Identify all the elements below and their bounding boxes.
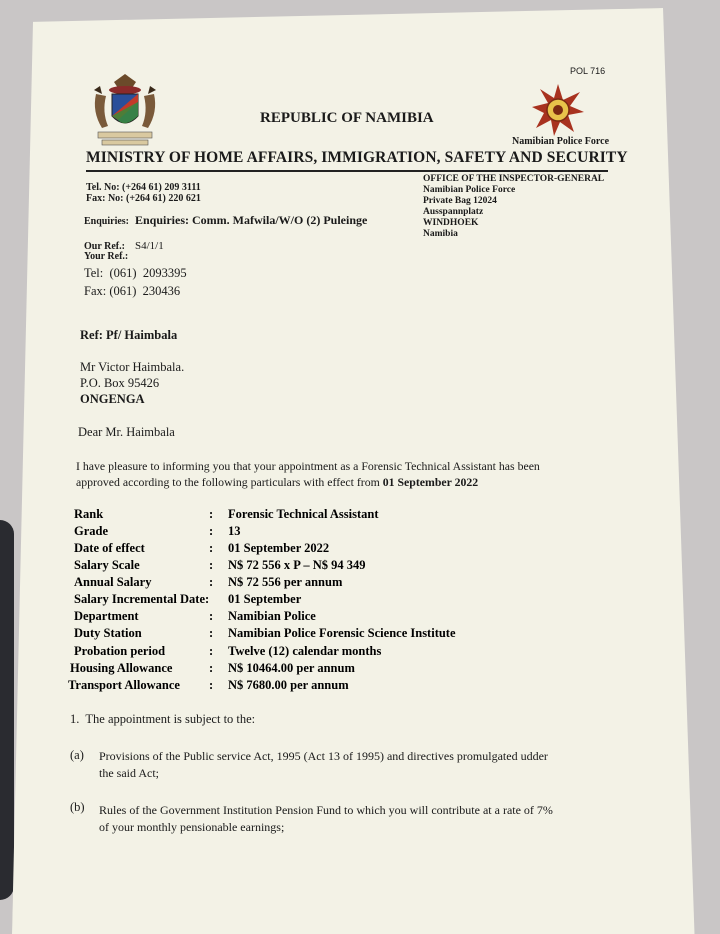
particular-label: Duty Station — [74, 626, 142, 640]
particular-value: 01 September 2022 — [228, 541, 330, 555]
particulars-row — [0, 507, 720, 524]
office-address-line: Ausspannplatz — [423, 207, 484, 217]
particulars-row — [0, 644, 720, 661]
office-address-line: OFFICE OF THE INSPECTOR-GENERAL — [423, 174, 605, 184]
header-rule — [86, 170, 608, 172]
particular-colon: : — [209, 541, 214, 555]
particular-colon: : — [209, 507, 214, 521]
particular-label: Probation period — [74, 644, 166, 658]
particular-label: Annual Salary — [74, 575, 152, 589]
telephone-number: Tel. No: (+264 61) 209 3111 — [86, 182, 201, 193]
particular-colon: : — [209, 575, 214, 589]
particular-label: Rank — [74, 507, 104, 521]
particular-colon: : — [209, 524, 214, 538]
particulars-row — [0, 558, 720, 575]
condition-b-marker: (b) — [70, 800, 85, 814]
particular-label: Date of effect — [74, 541, 145, 555]
particular-value: N$ 72 556 x P – N$ 94 349 — [228, 558, 366, 572]
particular-label: Salary Scale — [74, 558, 140, 572]
effective-date: 01 September 2022 — [382, 475, 479, 489]
conditions-intro: 1. The appointment is subject to the: — [70, 712, 256, 726]
intro-line-1: I have pleasure to informing you that your appointment as a Forensic Technical Assistant has been — [76, 459, 540, 473]
office-address-line: WINDHOEK — [423, 218, 479, 228]
particular-label: Department — [74, 609, 139, 623]
our-ref-label: Our Ref.: — [84, 241, 125, 252]
particular-label: Transport Allowance — [68, 678, 180, 692]
condition-a-line-2: the said Act; — [99, 766, 159, 780]
fax-number: Fax: No: (+264 61) 220 621 — [86, 193, 201, 204]
particular-colon: : — [209, 558, 214, 572]
particular-value: N$ 7680.00 per annum — [228, 678, 349, 692]
condition-a-marker: (a) — [70, 748, 84, 762]
particular-colon: : — [209, 626, 214, 640]
office-address — [423, 174, 604, 240]
condition-b-line-2: of your monthly pensionable earnings; — [99, 820, 285, 834]
particular-label: Housing Allowance — [70, 661, 173, 675]
particular-label: Salary Incremental Date — [74, 592, 205, 606]
particulars-row — [0, 678, 720, 695]
particulars-row — [0, 626, 720, 643]
particulars-row — [0, 524, 720, 541]
office-telephone: Tel: (061) 2093395 — [84, 266, 187, 280]
condition-b-line-1: Rules of the Government Institution Pension Fund to which you will contribute at a rate of 7% — [99, 803, 553, 817]
form-code: POL 716 — [570, 66, 606, 76]
office-address-line: Namibia — [423, 229, 458, 239]
particulars-row — [0, 609, 720, 626]
particular-colon: : — [209, 678, 214, 692]
particular-value: Twelve (12) calendar months — [228, 644, 382, 658]
particular-value: 01 September — [228, 592, 302, 606]
particulars-row — [0, 575, 720, 592]
addressee-town: ONGENGA — [80, 392, 145, 406]
enquiries-label: Enquiries: — [84, 216, 130, 227]
particulars-row — [0, 661, 720, 678]
particular-colon: : — [209, 644, 214, 658]
addressee-name: Mr Victor Haimbala. — [80, 360, 185, 374]
particular-colon: : — [209, 661, 214, 675]
particular-value: Namibian Police Forensic Science Institute — [228, 626, 456, 640]
police-badge-icon — [530, 82, 586, 138]
office-fax: Fax: (061) 230436 — [84, 284, 181, 298]
particular-colon: : — [209, 609, 214, 623]
intro-line-2 — [76, 475, 478, 490]
particulars-row — [0, 541, 720, 558]
intro-line-2-text: approved according to the following particulars with effect from — [76, 475, 383, 489]
particular-value: Namibian Police — [228, 609, 316, 623]
particular-value: Forensic Technical Assistant — [228, 507, 379, 521]
particular-label: Grade — [74, 524, 109, 538]
coat-of-arms-icon — [84, 72, 166, 152]
our-ref-value: S4/1/1 — [135, 240, 164, 252]
particular-value: N$ 10464.00 per annum — [228, 661, 355, 675]
enquiries-value: Enquiries: Comm. Mafwila/W/O (2) Puleinge — [135, 213, 368, 227]
particular-value: N$ 72 556 per annum — [228, 575, 343, 589]
salutation: Dear Mr. Haimbala — [78, 425, 175, 439]
republic-title: REPUBLIC OF NAMIBIA — [260, 110, 434, 126]
office-address-line: Private Bag 12024 — [423, 196, 497, 206]
letter-ref: Ref: Pf/ Haimbala — [80, 328, 178, 342]
particular-value: 13 — [228, 524, 241, 538]
particulars-row — [0, 592, 720, 609]
police-force-label: Namibian Police Force — [512, 136, 610, 147]
particular-colon: : — [205, 592, 210, 606]
office-address-line: Namibian Police Force — [423, 185, 516, 195]
your-ref-label: Your Ref.: — [84, 251, 129, 262]
ministry-title: MINISTRY OF HOME AFFAIRS, IMMIGRATION, SAFETY AND SECURITY — [86, 149, 628, 166]
addressee-po-box: P.O. Box 95426 — [80, 376, 160, 390]
condition-a-line-1: Provisions of the Public service Act, 1995 (Act 13 of 1995) and directives promulgated udder — [99, 749, 548, 763]
